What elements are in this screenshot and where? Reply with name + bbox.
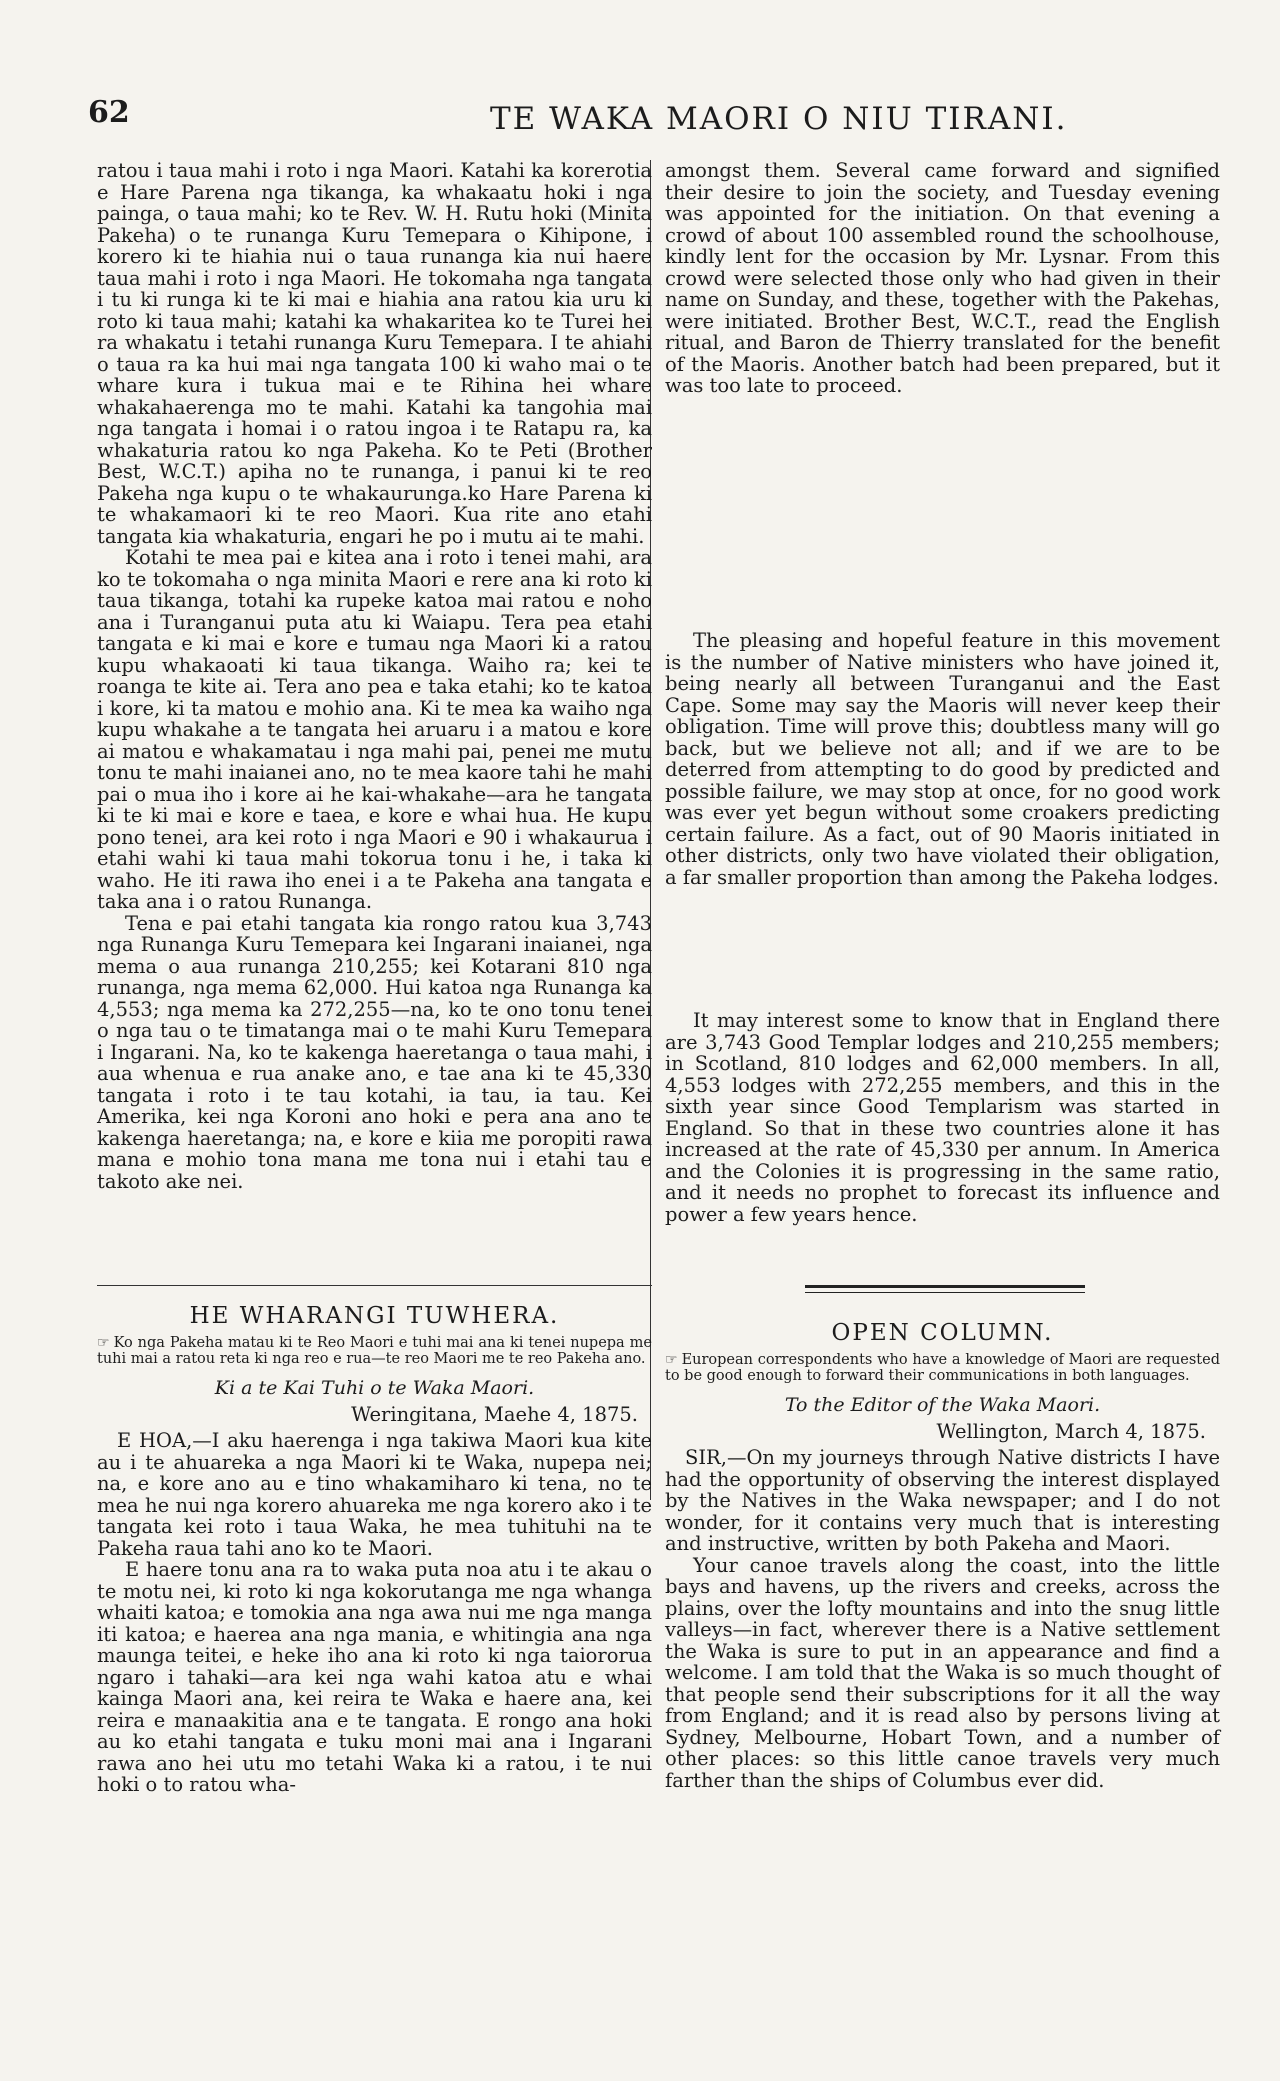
left-column: [97, 160, 652, 2060]
left-dateline: Weringitana, Maehe 4, 1875.: [351, 1403, 638, 1426]
left-letter-paragraph-2: E haere tonu ana ra to waka puta noa atu i te akau o te motu nei, ki roto ki nga kokorutanga me nga whanga whaiti katoa; e tomokia ana nga awa nui me nga manga iti katoa; e haerea ana nga mania, e whitingia ana nga maunga teitei, e heke iho ana ki roto ki nga taiororua ngaro i tahaki—ara kei nga wahi katoa atu e whai kainga Maori ana, kei reira te Waka e haere ana, kei reira e manaakitia ana e te tangata. E rongo ana hoki au ko etahi tangata e tuku moni mai ana i Ingarani rawa ano hei utu mo tetahi Waka ki a ratou, i te nui hoki o to ratou wha-: [97, 1558, 652, 1796]
left-editor-line: Ki a te Kai Tuhi o te Waka Maori.: [214, 1377, 535, 1399]
right-article-part-2: [665, 630, 1220, 888]
right-paragraph-1: amongst them. Several came forward and signified their desire to join the society, and Tuesday evening was appointed for the initiation. On that evening a crowd of about 100 assembled round the schoolhouse, kindly lent for the occasion by Mr. Lysnar. From this crowd were selected those only who had given in their name on Sunday, and these, together with the Pakehas, were initiated. Brother Best, W.C.T., read the English ritual, and Baron de Thierry translated for the benefit of the Maoris. Another batch had been prepared, but it was too late to proceed.: [665, 159, 1220, 397]
right-letter-paragraph-1: SIR,—On my journeys through Native districts I have had the opportunity of observing the interest displayed by the Natives in the Waka newspaper; and I do not wonder, for it contains very much that is interesting and instructive, written by both Pakeha and Maori.: [665, 1446, 1220, 1555]
left-letter-paragraph-1: E HOA,—I aku haerenga i nga takiwa Maori kua kite au i te ahuareka a nga Maori ki te Waka, nupepa nei; na, e kore ano au e tino whakamiharo ki tena, no te mea he nui nga korero ahuareka me nga korero ako i te tangata kei roto i taua Waka, he mea tuhituhi na te Pakeha raua tahi ano ko te Maori.: [97, 1429, 652, 1560]
right-section-notice: ☞ European correspondents who have a knowledge of Maori are requested to be good enough to forward their communications in both languages.: [665, 1352, 1220, 1384]
right-paragraph-3: It may interest some to know that in England there are 3,743 Good Templar lodges and 210,255 members; in Scotland, 810 lodges and 62,000 members. In all, 4,553 lodges with 272,255 members, and this in the sixth year since Good Templarism was started in England. So that in these two countries alone it has increased at the rate of 45,330 per annum. In America and the Colonies it is progressing in the same ratio, and it needs no prophet to forecast its influence and power a few years hence.: [665, 1009, 1220, 1226]
pointing-hand-icon: ☞: [665, 1352, 678, 1368]
right-section-rule: [805, 1285, 1085, 1288]
right-article-part-1: [665, 160, 1220, 397]
left-article: [97, 160, 652, 1192]
right-article-part-3: [665, 1010, 1220, 1225]
left-open-column: [97, 1303, 652, 1796]
right-section-title: OPEN COLUMN.: [831, 1320, 1054, 1346]
pointing-hand-icon: ☞: [97, 1335, 110, 1351]
right-editor-line: To the Editor of the Waka Maori.: [784, 1394, 1101, 1416]
left-paragraph-3: Tena e pai etahi tangata kia rongo ratou kua 3,743 nga Runanga Kuru Temepara kei Ingarani inaianei, nga mema o aua runanga 210,255; kei Kotarani 810 nga runanga, nga mema 62,000. Hui katoa nga Runanga ka 4,553; nga mema ka 272,255—na, ko te ono tonu tenei o nga tau o te timatanga mai o te mahi Kuru Temepara i Ingarani. Na, ko te kakenga haeretanga o taua mahi, i aua whenua e rua anake ano, e tae ana ki te 45,330 tangata i roto i te tau kotahi, ia tau, ia tau. Kei Amerika, kei nga Koroni ano hoki e pera ana ano te kakenga haeretanga; na, e kore e kiia me poropiti rawa mana e mohio tona mana me tona nui i etahi tau e takoto ake nei.: [97, 911, 652, 1193]
right-letter-paragraph-2: Your canoe travels along the coast, into the little bays and havens, up the rivers and creeks, across the plains, over the lofty mountains and into the snug little valleys—in fact, wherever there is a Native settlement the Waka is sure to put in an appearance and find a welcome. I am told that the Waka is so much thought of that people send their subscriptions for it all the way from England; and it is read also by persons living at Sydney, Melbourne, Hobart Town, and a number of other places: so this little canoe travels very much farther than the ships of Columbus ever did.: [665, 1553, 1220, 1792]
page-title: TE WAKA MAORI O NIU TIRANI.: [490, 101, 1068, 137]
left-section-rule: [97, 1285, 652, 1286]
right-column: [665, 160, 1220, 2060]
left-section-title: HE WHARANGI TUWHERA.: [189, 1303, 560, 1329]
right-open-column: [665, 1320, 1220, 1791]
left-paragraph-2: Kotahi te mea pai e kitea ana i roto i tenei mahi, ara ko te tokomaha o nga minita Maori e rere ana ki roto ki taua tikanga, totahi ka rupeke katoa mai ratou e noho ana i Turanganui puta atu ki Waiapu. Tera pea etahi tangata e ki mai e kore e tumau nga Maori ki a ratou kupu whakaoati ki taua tikanga. Waiho ra; kei te roanga te kite ai. Tera ano pea e taka etahi; ko te katoa i kore, ki ta matou e mohio ana. Ki te mea ka waiho nga kupu whakahe a te tangata hei aruaru i a matou e kore ai matou e whakamatau i nga mahi pai, penei me mutu tonu te mahi inaianei ano, no te mea kaore tahi he mahi pai o mua iho i kore ai he kai-whakahe—ara he tangata ki te ki mai e kore e taea, e kore e whai hua. He kupu pono tenei, ara kei roto i nga Maori e 90 i whakaurua i etahi wahi ki taua mahi tokorua tonu i he, i taka ki waho. He iti rawa iho enei i a te Pakeha ana tangata e taka ana i o ratou Runanga.: [97, 546, 652, 913]
right-paragraph-2: The pleasing and hopeful feature in this movement is the number of Native ministers who have joined it, being nearly all between Turanganui and the East Cape. Some may say the Maoris will never keep their obligation. Time will prove this; doubtless many will go back, but we believe not all; and if we are to be deterred from attempting to do good by predicted and possible failure, we may stop at once, for no good work was ever yet begun without some croakers predicting certain failure. As a fact, out of 90 Maoris initiated in other districts, only two have violated their obligation, a far smaller proportion than among the Pakeha lodges.: [665, 629, 1220, 889]
right-dateline: Wellington, March 4, 1875.: [936, 1420, 1206, 1443]
left-paragraph-1: ratou i taua mahi i roto i nga Maori. Katahi ka korerotia e Hare Parena nga tikanga, ka whakaatu hoki i nga painga, o taua mahi; ko te Rev. W. H. Rutu hoki (Minita Pakeha) o te runanga Kuru Temepara o Kihipone, i korero ki te hiahia nui o taua runanga kia nui haere taua mahi i roto i nga Maori. He tokomaha nga tangata i tu ki runga ki te ki mai e hiahia ana ratou kia uru ki roto ki taua mahi; katahi ka whakaritea ko te Turei hei ra whakatu i tetahi runanga Kuru Temepara. I te ahiahi o taua ra ka hui mai nga tangata 100 ki waho mai o te whare kura i tukua mai e te Rihina hei whare whakahaerenga mo te mahi. Katahi ka tangohia mai nga tangata i homai i o ratou ingoa i te Ratapu ra, ka whakaturia ratou ko nga Pakeha. Ko te Peti (Brother Best, W.C.T.) apiha no te runanga, i panui ki te reo Pakeha nga kupu o te whakaurunga.ko Hare Parena ki te whakamaori ki te reo Maori. Kua rite ano etahi tangata kia whakaturia, engari he po i mutu ai te mahi.: [97, 159, 652, 548]
left-section-notice: ☞ Ko nga Pakeha matau ki te Reo Maori e tuhi mai ana ki tenei nupepa me tuhi mai a ratou reta ki nga reo e rua—te reo Maori me te reo Pakeha ano.: [97, 1335, 652, 1367]
page-number: 62: [88, 95, 130, 130]
page-header: [70, 95, 1230, 145]
